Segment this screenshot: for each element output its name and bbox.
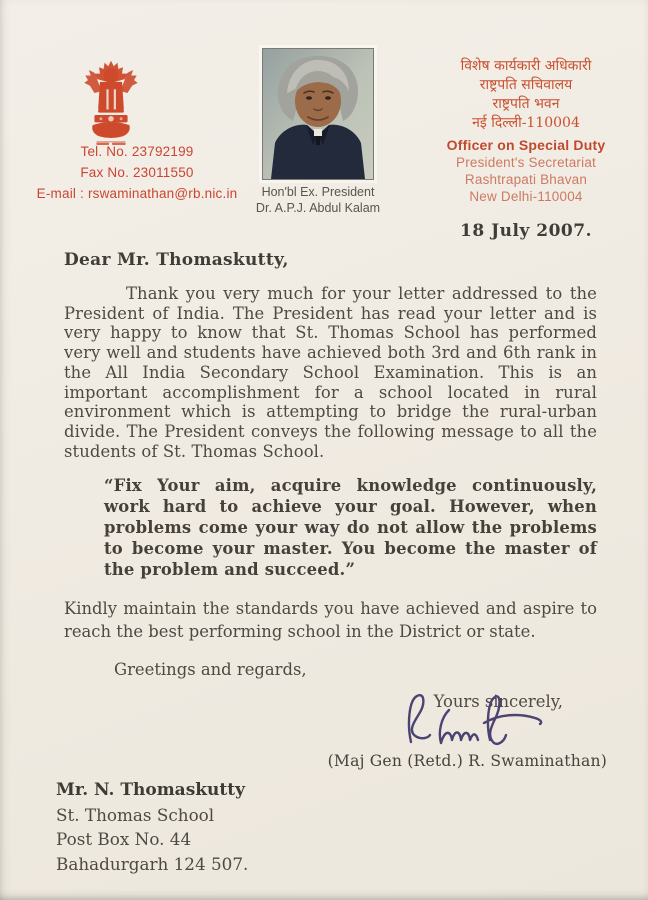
officer-title: Officer on Special Duty bbox=[446, 137, 606, 153]
yours-sincerely: Yours sincerely, bbox=[433, 692, 563, 712]
recipient-name: Mr. N. Thomaskutty bbox=[56, 780, 245, 800]
lion-capital-emblem-icon bbox=[74, 58, 148, 150]
president-photo bbox=[262, 48, 374, 180]
office-hindi-line-3: राष्ट्रपति भवन bbox=[492, 96, 560, 112]
recipient-address-block bbox=[56, 778, 248, 876]
secretariat-line-3: New Delhi-110004 bbox=[469, 189, 583, 204]
recipient-address-line-3: Bahadurgarh 124 507. bbox=[56, 853, 249, 874]
letter-body bbox=[64, 221, 597, 711]
secretariat-line-2: Rashtrapati Bhavan bbox=[464, 172, 588, 187]
contact-block bbox=[0, 141, 274, 204]
office-hindi-line-1: विशेष कार्यकारी अधिकारी bbox=[460, 58, 592, 74]
office-hindi-line-4: नई दिल्ली-110004 bbox=[472, 115, 580, 131]
president-portrait-icon bbox=[263, 49, 373, 179]
letter-date: 18 July 2007. bbox=[460, 221, 592, 241]
photo-caption-line2: Dr. A.P.J. Abdul Kalam bbox=[255, 201, 381, 215]
signatory-name: (Maj Gen (Retd.) R. Swaminathan) bbox=[327, 752, 607, 770]
recipient-address-line-2: Post Box No. 44 bbox=[56, 829, 192, 849]
email-address: E-mail : rswaminathan@rb.nic.in bbox=[36, 186, 238, 201]
handwritten-signature-icon bbox=[393, 688, 561, 752]
office-hindi-line-2: राष्ट्रपति सचिवालय bbox=[479, 77, 573, 93]
tel-number: Tel. No. 23792199 bbox=[80, 144, 194, 159]
paragraph-1: Thank you very much for your letter addressed to the President of India. The President has read your letter and is very happy to know that St. Thomas School has performed very well and students have achieved both 3rd and 6th rank in the All India Secondary School Examination. This is an important accomplishment for a school located in rural environment which is attempting to bridge the rural-urban divide. The President conveys the following message to all the students of St. Thomas School. bbox=[64, 284, 597, 461]
recipient-address-line-1: St. Thomas School bbox=[56, 804, 215, 825]
fax-number: Fax No. 23011550 bbox=[80, 165, 194, 180]
salutation: Dear Mr. Thomaskutty, bbox=[64, 250, 289, 270]
paragraph-2: Kindly maintain the standards you have achieved and aspire to reach the best performing school in the District or state. bbox=[64, 599, 597, 642]
photo-caption-line1: Hon'bl Ex. President bbox=[261, 185, 375, 199]
photo-caption bbox=[234, 184, 402, 216]
presidents-message-quote: “Fix Your aim, acquire knowledge continuously, work hard to achieve your goal. However, when problems come your way do not allow the problems to become your master. You become the master of the problem and succeed.” bbox=[104, 476, 597, 580]
secretariat-line-1: President's Secretariat bbox=[456, 155, 596, 170]
greetings-closing: Greetings and regards, bbox=[114, 660, 307, 680]
office-block bbox=[424, 57, 628, 205]
